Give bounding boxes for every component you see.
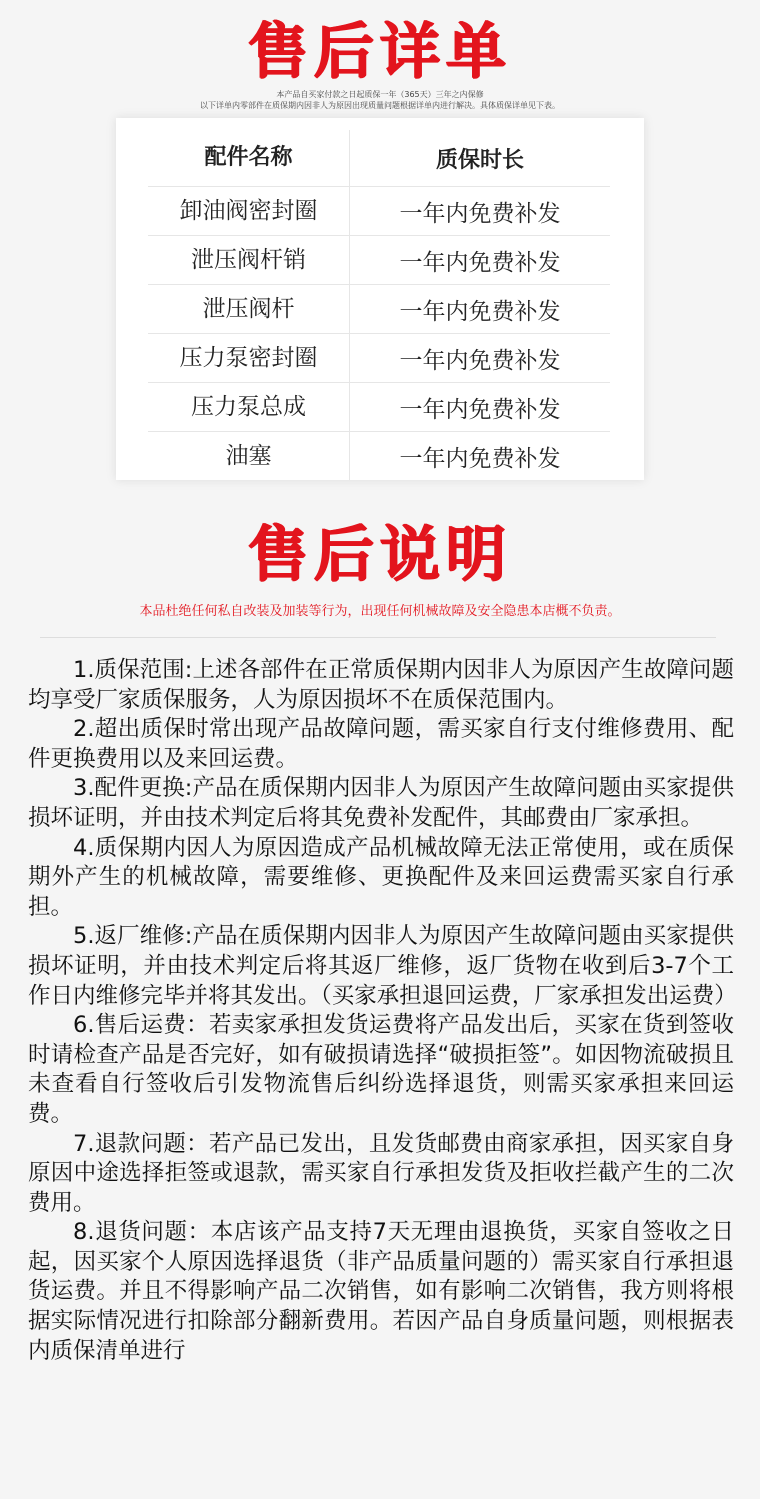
- part-name-cell: 泄压阀杆: [148, 285, 350, 333]
- column-header-part-name: 配件名称: [148, 130, 350, 186]
- warranty-table-card: [116, 118, 644, 480]
- warranty-cell: 一年内免费补发: [399, 396, 561, 423]
- warranty-cell: 一年内免费补发: [399, 445, 561, 472]
- warranty-subtitle: 本产品自买家付款之日起质保一年（365天）三年之内保修: [276, 90, 484, 99]
- part-name-cell: 油塞: [148, 432, 350, 480]
- table-row: [148, 334, 610, 383]
- note-item: 3.配件更换:产品在质保期内因非人为原因产生故障问题由买家提供损坏证明，并由技术判定后将其免费补发配件，其邮费由厂家承担。: [28, 775, 734, 831]
- note-item: 8.退货问题：本店该产品支持7天无理由退换货，买家自签收之日起，因买家个人原因选择退货（非产品质量问题的）需买家自行承担退货运费。并且不得影响产品二次销售，如有影响二次销售，我方则将根据实际情况进行扣除部分翻新费用。若因产品自身质量问题，则根据表内质保清单进行: [28, 1219, 734, 1364]
- note-item: 2.超出质保时常出现产品故障问题，需买家自行支付维修费用、配件更换费用以及来回运费。: [28, 716, 734, 772]
- table-row: [148, 383, 610, 432]
- table-row: [148, 432, 610, 480]
- table-row: [148, 187, 610, 236]
- page-title: 售后详单: [248, 17, 512, 87]
- after-sales-notes: [28, 656, 737, 1366]
- warning-text: 本品杜绝任何私自改装及加装等行为，出现任何机械故障及安全隐患本店概不负责。: [139, 604, 621, 619]
- note-item: 5.返厂维修:产品在质保期内因非人为原因产生故障问题由买家提供损坏证明，并由技术判定后将其返厂维修，返厂货物在收到后3-7个工作日内维修完毕并将其发出。（买家承担退回运费，厂家承担发出运费）: [28, 923, 737, 1009]
- table-row: [148, 285, 610, 334]
- part-name-cell: 压力泵总成: [148, 383, 350, 431]
- note-item: 1.质保范围:上述各部件在正常质保期内因非人为原因产生故障问题均享受厂家质保服务，人为原因损坏不在质保范围内。: [28, 657, 734, 713]
- table-header-row: [148, 130, 610, 187]
- note-item: 4.质保期内因人为原因造成产品机械故障无法正常使用，或在质保期外产生的机械故障，需要维修、更换配件及来回运费需买家自行承担。: [28, 834, 734, 920]
- note-item: 6.售后运费：若卖家承担发货运费将产品发出后，买家在货到签收时请检查产品是否完好，如有破损请选择“破损拒签”。如因物流破损且未查看自行签收后引发物流售后纠纷选择退货，则需买家承担来回运费。: [28, 1012, 734, 1127]
- warranty-subtitle-2: 以下详单内零部件在质保期内因非人为原因出现质量问题根据详单内进行解决。具体质保详单见下表。: [200, 101, 560, 110]
- table-row: [148, 236, 610, 285]
- warranty-cell: 一年内免费补发: [399, 298, 561, 325]
- warranty-cell: 一年内免费补发: [399, 249, 561, 276]
- divider: [40, 637, 716, 638]
- column-header-warranty: 质保时长: [435, 147, 524, 173]
- note-item: 7.退款问题：若产品已发出，且发货邮费由商家承担，因买家自身原因中途选择拒签或退款，需买家自行承担发货及拒收拦截产生的二次费用。: [28, 1130, 734, 1216]
- part-name-cell: 卸油阀密封圈: [148, 187, 350, 235]
- section-title-after-sales: 售后说明: [248, 520, 512, 590]
- part-name-cell: 泄压阀杆销: [148, 236, 350, 284]
- warranty-cell: 一年内免费补发: [399, 200, 561, 227]
- warranty-table: [148, 130, 610, 480]
- warranty-cell: 一年内免费补发: [399, 347, 561, 374]
- part-name-cell: 压力泵密封圈: [148, 334, 350, 382]
